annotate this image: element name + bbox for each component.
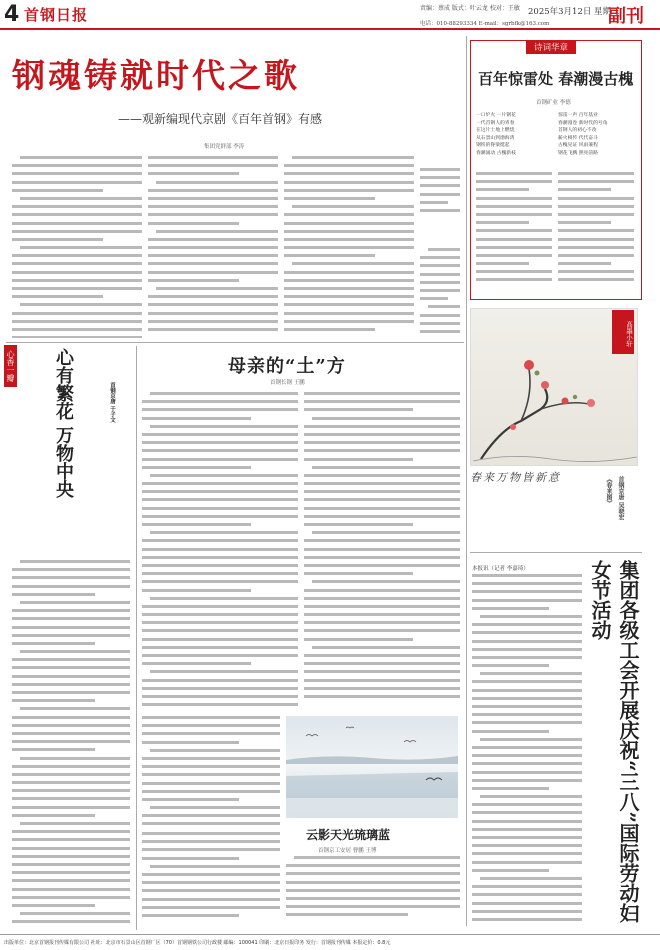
mother-body-col1 [142,392,298,712]
mother-title: 母亲的“土”方 [228,356,346,377]
essay-byline: 首钢京唐 于子文 [109,382,115,423]
poem-col1: 一口炉火 一片钢花 一代首钢人的青春 在这片土地上燃烧 从石景山到渤海湾 钢铁的脊梁挺起 春潮涌动 古槐新枝 [476,113,516,156]
section-label: 副刊 [608,6,644,27]
photo-title: 云影天光琉璃蓝 [306,828,391,842]
calligraphy-inscription [470,466,640,484]
column-divider [466,36,467,926]
lead-body-col2 [148,156,278,338]
editor-meta: 责编：蔡成 版式：叶云龙 校对：王敏 [420,5,520,12]
news-body [472,574,582,930]
lead-body-col1 [12,156,142,338]
lead-body-col4b [420,248,460,338]
poem-title: 百年惊雷处 春潮漫古槐 [478,70,634,88]
mother-body-col3 [142,716,280,830]
essay-title: 心有繁花 万物中央 [53,348,74,499]
photo-byline: 首钢京工安居 曹鹏 王博 [318,848,377,854]
essay-body [12,560,130,930]
poem-section-tag: 诗词华章 [526,40,576,54]
lead-body-col4a [420,168,460,218]
masthead [0,0,660,30]
footer-info: 出版单位：北京首钢报刊传媒有限公司 社址：北京市石景山区首钢厂区（70）首钢钢铁公司行政楼 邮编：100041 印刷：北京日报印务 发行：首钢报刊传媒 本报定价：0.8元 [0,934,660,950]
painting-caption: 《春来图》 [605,476,612,506]
lead-subtitle: ——观新编现代京剧《百年首钢》有感 [118,112,323,126]
paper-logo: 首钢日报 [24,6,89,24]
poem-col2: 惊雷一声 百年基业 春潮漫卷 新时代的号角 首钢人的初心不改 薪火相传 代代奋斗 古槐见证 风雨兼程 钢花飞溅 照亮前路 [558,113,608,156]
poem-stanzas-2 [558,172,634,292]
contact-line: 电话：010-88293334 E-mail：sgrbfk@163.com [420,21,550,27]
lake-photo-art [286,716,458,818]
issue-date: 2025年3月12日 星期三 [528,7,620,17]
calligraphy-text: 春来万物皆新意 [470,471,561,484]
essay-section-tag: 心香一瓣 [4,345,17,387]
news-lead-label: 本报讯（记者 李嘉琦） [472,566,529,572]
poem-stanzas-1 [476,172,552,292]
page-number: 4 [4,2,20,27]
divider [6,342,464,343]
photo-body [286,856,460,928]
seal-stamp: 高墨小轩 [612,310,634,354]
lead-body-col3 [284,156,414,338]
painting-author: 首钢京唐 吴晓宏 [617,476,624,521]
poem-byline: 首钢矿业 李德 [536,100,571,106]
lead-byline: 集团党群部 李涛 [204,144,245,150]
mother-body-col2 [304,392,460,712]
news-headline: 集团各级工会开展庆祝“三八”国际劳动妇女节活动 [588,560,640,924]
lead-headline: 钢魂铸就时代之歌 [12,56,300,95]
mother-byline: 首钢长钢 王鹏 [270,380,305,386]
essay-divider [136,346,137,930]
lake-photo [286,716,458,818]
mother-body-col4 [142,832,280,928]
news-divider [470,552,642,553]
